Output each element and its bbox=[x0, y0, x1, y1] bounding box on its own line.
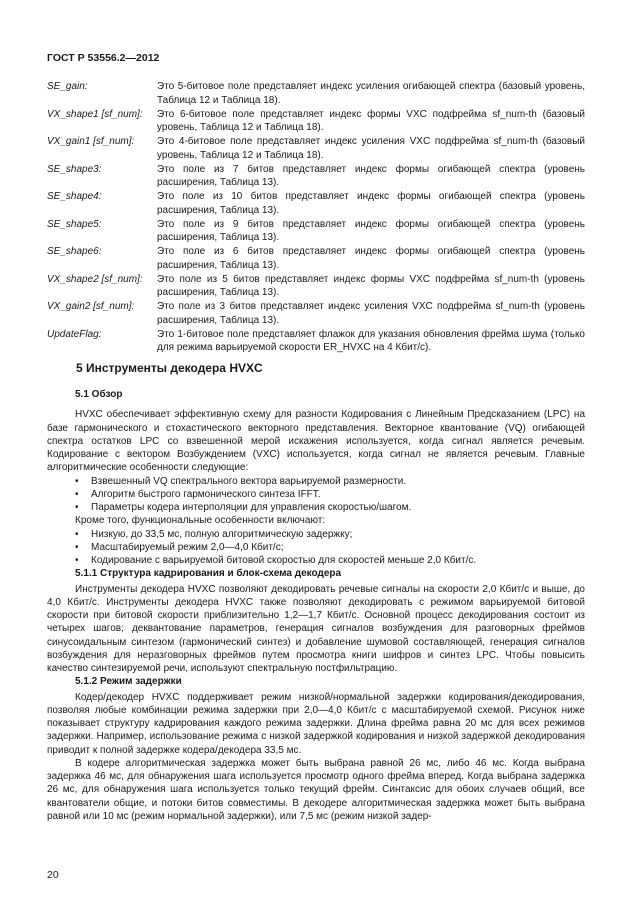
definition-term: VX_gain2 [sf_num]: bbox=[47, 301, 135, 312]
definitions-list bbox=[47, 80, 585, 355]
subsection-title: 5.1 Обзор bbox=[75, 389, 123, 400]
definition-row bbox=[47, 328, 585, 355]
definition-row bbox=[47, 135, 585, 162]
definition-term: VX_shape1 [sf_num]: bbox=[47, 108, 143, 120]
paragraph: В кодере алгоритмическая задержка может быть выбрана равной 26 мс, либо 46 мс. Когда выбрана задержка 46 мс, для обнаружения шага используется просмотр одного фрейма вперед. Когда выбрана задержка 26 мс, для обнаружения шага используется только текущий фрейм. Синтаксис для обоих случаев общий, все квантователи общие, и потоки битов совместимы. В декодере алгоритмическая задержка может быть выбрана равной или 10 мс (режим нормальной задержки), или 7,5 мс (режим низкой задер- bbox=[47, 757, 585, 822]
definition-row bbox=[47, 218, 585, 245]
definition-row bbox=[47, 245, 585, 272]
definition-term: SE_shape4: bbox=[47, 191, 102, 202]
paragraph: Кодер/декодер HVXC поддерживает режим низкой/нормальной задержки кодирования/декодирования, позволяя любые комбинации режима задержки при 2,0—4,0 Кбит/с с масштабируемой схемой. Рисунок ниже показывает структуру кадрирования каждого режима задержки. Длина фрейма равна 20 мс для всех режимов задержки. Например, использование режима с низкой задержкой кодирования и низкой задержкой декодирования приводит к полной задержке кодера/декодера 33,5 мс. bbox=[47, 691, 585, 756]
subsection-title: 5.1.1 Структура кадрирования и блок-схема декодера bbox=[75, 568, 342, 580]
page-number: 20 bbox=[47, 869, 59, 881]
definition-row bbox=[47, 108, 585, 135]
subsection-title: 5.1.2 Режим задержки bbox=[75, 676, 182, 688]
paragraph: HVXC обеспечивает эффективную схему для разности Кодирования с Линейным Предсказанием (LPC) на базе гармонического и стохастического векторного представления. Векторное квантование (VQ) огибающей спектра остатков LPC со взвешенной мерой искажения используется, когда сигнал является речевым. Кодирование с вектором Возбуждением (VXC) используется, когда сигнал не является речевым. Главные алгоритмические особенности следующие: bbox=[47, 409, 585, 474]
list-item: • Взвешенный VQ спектрального вектора варьируемой размерности. bbox=[75, 475, 407, 487]
definition-desc: Это поле из 7 битов представляет индекс формы огибающей спектра (уровень расширения, Таблица 13). bbox=[157, 163, 585, 188]
definition-term: SE_gain: bbox=[47, 81, 88, 92]
definition-desc: Это поле из 9 битов представляет индекс формы огибающей спектра (уровень расширения, Таблица 13). bbox=[157, 218, 585, 243]
bullet-icon: • bbox=[75, 541, 79, 553]
list-item: • Кодирование с варьируемой битовой скоростью для скоростей меньше 2,0 Кбит/с. bbox=[75, 555, 477, 566]
body-text bbox=[47, 388, 585, 823]
definition-desc: Это 5-битовое поле представляет индекс усиления огибающей спектра (базовый уровень, Таблица 12 и Таблица 18). bbox=[157, 81, 585, 106]
paragraph: Инструменты декодера HVXC позволяют декодировать речевые сигналы на скорости 2,0 Кбит/с и выше, до 4,0 Кбит/с. Инструменты декодера HVXC также позволяют декодировать с режимом варьируемой битовой скорости при битовой скорости приблизительно 1,2—1,7 Кбит/с. Основной процесс декодирования состоит из четырех шагов; деквантование параметров, генерация сигналов возбуждения для разговорных фреймов синусоидальным синтезом (гармонический синтез) и добавление шумовой составляющей, генерация сигналов возбуждения для неразговорных фреймов путем просмотра книги шифров и синтез LPC. Чтобы повысить качество синтезируемой речи, используют спектральную постфильтрацию. bbox=[47, 583, 585, 674]
page-header: ГОСТ Р 53556.2—2012 bbox=[47, 52, 160, 64]
definition-desc: Это поле из 10 битов представляет индекс формы огибающей спектра (уровень расширения, Таблица 13). bbox=[157, 191, 585, 216]
list-item: • Масштабируемый режим 2,0—4,0 Кбит/с; bbox=[75, 541, 284, 553]
definition-term: SE_shape6: bbox=[47, 246, 102, 257]
definition-term: UpdateFlag: bbox=[47, 328, 102, 340]
definition-row bbox=[47, 273, 585, 300]
list-item: • Низкую, до 33,5 мс, полную алгоритмическую задержку; bbox=[75, 528, 353, 540]
definition-term: VX_shape2 [sf_num]: bbox=[47, 273, 143, 285]
bullet-icon: • bbox=[75, 502, 79, 513]
definition-row bbox=[47, 300, 585, 327]
bullet-icon: • bbox=[75, 555, 79, 566]
section-title: 5 Инструменты декодера HVXC bbox=[76, 361, 263, 375]
bullet-icon: • bbox=[75, 475, 79, 487]
definition-term: SE_shape3: bbox=[47, 163, 102, 175]
definition-desc: Это поле из 3 битов представляет индекс усиления VXC подфрейма sf_num-th (уровень расширения, Таблица 13). bbox=[157, 301, 585, 326]
list-item: • Алгоритм быстрого гармонического синтеза IFFT. bbox=[75, 488, 321, 500]
definition-term: SE_shape5: bbox=[47, 218, 102, 230]
list-item: • Параметры кодера интерполяции для управления скоростью/шагом. bbox=[75, 502, 412, 513]
definition-row bbox=[47, 80, 585, 107]
definition-row bbox=[47, 190, 585, 217]
bullet-icon: • bbox=[75, 528, 79, 540]
definition-desc: Это 6-битовое поле представляет индекс формы VXC подфрейма sf_num-th (базовый уровень, Таблица 12 и Таблица 18). bbox=[157, 108, 585, 133]
definition-desc: Это поле из 6 битов представляет индекс формы огибающей спектра (уровень расширения, Таблица 13). bbox=[157, 246, 585, 271]
list-lead: Кроме того, функциональные особенности включают: bbox=[75, 515, 326, 527]
definition-desc: Это поле из 5 битов представляет индекс формы VXC подфрейма sf_num-th (уровень расширения, Таблица 13). bbox=[157, 273, 585, 298]
definition-desc: Это 4-битовое поле представляет индекс усиления VXC подфрейма sf_num-th (базовый уровень, Таблица 12 и Таблица 18). bbox=[157, 136, 585, 161]
definition-row bbox=[47, 163, 585, 190]
definition-term: VX_gain1 [sf_num]: bbox=[47, 136, 135, 147]
bullet-icon: • bbox=[75, 488, 79, 500]
definition-desc: Это 1-битовое поле представляет флажок для указания обновления фрейма шума (только для режима варьируемой скорости ER_HVXC на 4 Кбит/с). bbox=[157, 328, 585, 353]
